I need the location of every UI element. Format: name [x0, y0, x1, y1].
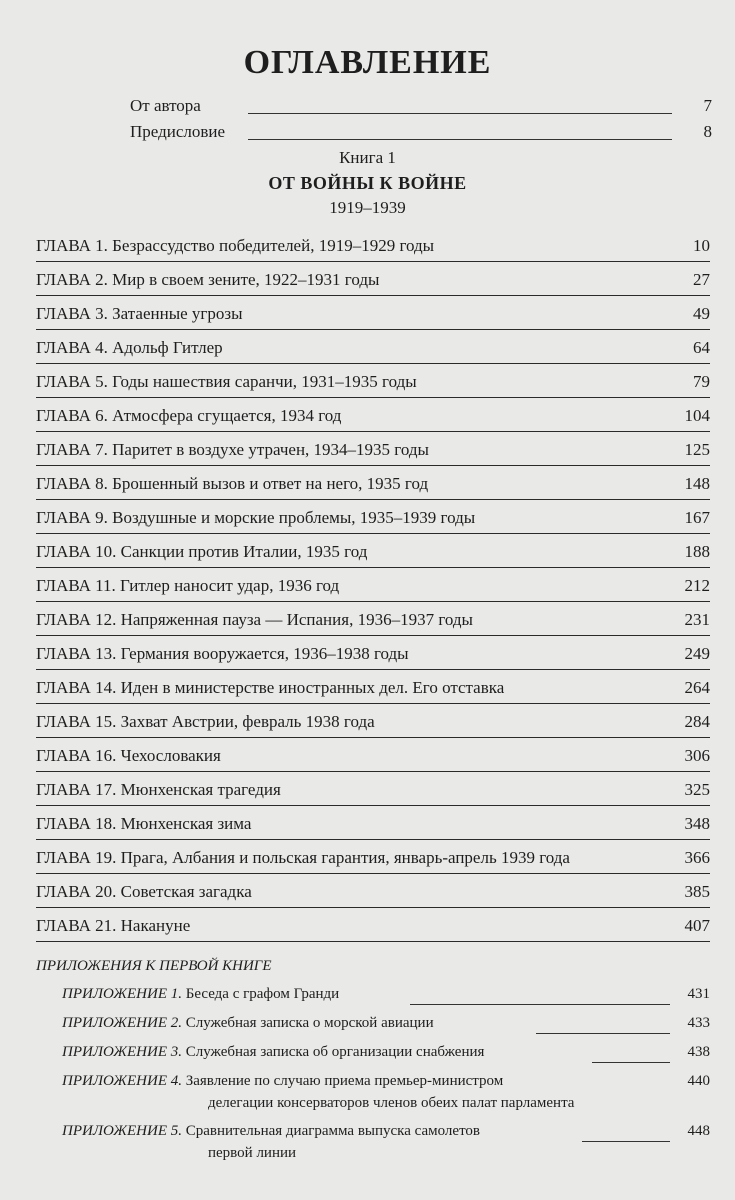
page-number: 438: [687, 1044, 710, 1060]
chapter-row[interactable]: [36, 772, 710, 806]
chapter-title: ГЛАВА 21. Накануне: [36, 916, 191, 935]
chapter-row[interactable]: [36, 296, 710, 330]
leader-line: [536, 1033, 670, 1034]
appendix-entry[interactable]: [62, 1123, 710, 1171]
chapter-title: ГЛАВА 13. Германия вооружается, 1936–1938 годы: [36, 644, 409, 663]
appendix-entry[interactable]: [62, 986, 710, 1010]
chapter-title: ГЛАВА 14. Иден в министерстве иностранных дел. Его отставка: [36, 678, 505, 697]
chapter-title: ГЛАВА 5. Годы нашествия саранчи, 1931–1935 годы: [36, 372, 417, 391]
chapter-row[interactable]: [36, 602, 710, 636]
chapter-row[interactable]: [36, 500, 710, 534]
page-number: 231: [684, 610, 710, 629]
book-title: ОТ ВОЙНЫ К ВОЙНЕ: [268, 173, 467, 193]
page-number: 49: [693, 304, 710, 323]
appendix-entry[interactable]: [62, 1073, 710, 1121]
page-number: 148: [684, 474, 710, 493]
chapter-row[interactable]: [36, 262, 710, 296]
leader-line: [410, 1004, 670, 1005]
appendix-title: Заявление по случаю приема премьер-министром: [185, 1073, 504, 1089]
chapter-row[interactable]: [36, 840, 710, 874]
chapter-row[interactable]: [36, 874, 710, 908]
chapter-row[interactable]: [36, 534, 710, 568]
page-number: 167: [684, 508, 710, 527]
leader-line: [248, 139, 672, 140]
page-number: 7: [703, 96, 712, 115]
chapter-title: ГЛАВА 1. Безрассудство победителей, 1919–1929 годы: [36, 236, 435, 255]
page-number: 10: [693, 236, 710, 255]
chapter-row[interactable]: [36, 398, 710, 432]
appendix-prefix: ПРИЛОЖЕНИЕ 2.: [62, 1015, 182, 1031]
chapter-title: ГЛАВА 12. Напряженная пауза — Испания, 1936–1937 годы: [36, 610, 473, 629]
page-number: 188: [684, 542, 710, 561]
front-entry-preface[interactable]: [130, 118, 712, 144]
chapter-row[interactable]: [36, 636, 710, 670]
page-number: 249: [684, 644, 710, 663]
page-title: ОГЛАВЛЕНИЕ: [243, 44, 492, 81]
page-number: 284: [684, 712, 710, 731]
page-number: 366: [684, 848, 710, 867]
chapter-title: ГЛАВА 15. Захват Австрии, февраль 1938 года: [36, 712, 375, 731]
appendices-heading: ПРИЛОЖЕНИЯ К ПЕРВОЙ КНИГЕ: [36, 958, 272, 974]
page-number: 448: [687, 1123, 710, 1139]
appendix-entry[interactable]: [62, 1015, 710, 1039]
chapter-title: ГЛАВА 6. Атмосфера сгущается, 1934 год: [36, 406, 342, 425]
appendix-prefix: ПРИЛОЖЕНИЕ 5.: [62, 1123, 182, 1139]
page-number: 385: [684, 882, 710, 901]
page-number: 79: [693, 372, 710, 391]
page-number: 431: [687, 986, 710, 1002]
appendix-prefix: ПРИЛОЖЕНИЕ 3.: [62, 1044, 182, 1060]
page-number: 8: [703, 122, 712, 141]
chapter-title: ГЛАВА 19. Прага, Албания и польская гарантия, январь-апрель 1939 года: [36, 848, 570, 867]
leader-line: [248, 113, 672, 114]
chapter-title: ГЛАВА 9. Воздушные и морские проблемы, 1935–1939 годы: [36, 508, 476, 527]
chapter-title: ГЛАВА 17. Мюнхенская трагедия: [36, 780, 281, 799]
page-number: 125: [684, 440, 710, 459]
chapter-row[interactable]: [36, 568, 710, 602]
appendix-entry[interactable]: [62, 1044, 710, 1068]
chapter-title: ГЛАВА 11. Гитлер наносит удар, 1936 год: [36, 576, 340, 595]
appendix-title: Сравнительная диаграмма выпуска самолетов: [185, 1123, 481, 1139]
book-number: Книга 1: [339, 148, 396, 167]
appendix-title-continued: делегации консерваторов членов обеих палат парламента: [208, 1095, 575, 1111]
chapter-title: ГЛАВА 3. Затаенные угрозы: [36, 304, 243, 323]
chapter-title: ГЛАВА 16. Чехословакия: [36, 746, 221, 765]
front-entry-label: От автора: [130, 96, 201, 115]
chapter-row[interactable]: [36, 738, 710, 772]
page-number: 348: [684, 814, 710, 833]
chapter-title: ГЛАВА 4. Адольф Гитлер: [36, 338, 223, 357]
appendix-title: Служебная записка о морской авиации: [185, 1015, 434, 1031]
chapter-row[interactable]: [36, 330, 710, 364]
chapter-row[interactable]: [36, 806, 710, 840]
chapter-row[interactable]: [36, 364, 710, 398]
leader-line: [592, 1062, 670, 1063]
page-number: 27: [693, 270, 710, 289]
page-number: 264: [684, 678, 710, 697]
page-number: 433: [687, 1015, 710, 1031]
book-years: 1919–1939: [329, 198, 406, 217]
chapter-title: ГЛАВА 7. Паритет в воздухе утрачен, 1934–1935 годы: [36, 440, 429, 459]
appendix-prefix: ПРИЛОЖЕНИЕ 1.: [62, 986, 182, 1002]
page-number: 212: [684, 576, 710, 595]
page-number: 64: [693, 338, 710, 357]
chapter-title: ГЛАВА 20. Советская загадка: [36, 882, 252, 901]
chapter-row[interactable]: [36, 466, 710, 500]
chapter-row[interactable]: [36, 432, 710, 466]
chapter-row[interactable]: [36, 704, 710, 738]
page-number: 306: [684, 746, 710, 765]
page-number: 104: [684, 406, 710, 425]
front-entry-author[interactable]: [130, 92, 712, 118]
chapter-title: ГЛАВА 10. Санкции против Италии, 1935 год: [36, 542, 368, 561]
chapter-row[interactable]: [36, 670, 710, 704]
leader-line: [582, 1141, 670, 1142]
page-number: 325: [684, 780, 710, 799]
appendix-prefix: ПРИЛОЖЕНИЕ 4.: [62, 1073, 182, 1089]
page-number: 440: [687, 1073, 710, 1089]
chapter-row[interactable]: [36, 228, 710, 262]
chapter-title: ГЛАВА 2. Мир в своем зените, 1922–1931 годы: [36, 270, 380, 289]
chapter-row[interactable]: [36, 908, 710, 942]
appendix-title-continued: первой линии: [208, 1145, 297, 1161]
chapter-title: ГЛАВА 18. Мюнхенская зима: [36, 814, 252, 833]
chapter-title: ГЛАВА 8. Брошенный вызов и ответ на него, 1935 год: [36, 474, 429, 493]
front-entry-label: Предисловие: [130, 122, 226, 141]
page-number: 407: [684, 916, 710, 935]
appendix-title: Беседа с графом Гранди: [185, 986, 340, 1002]
appendix-title: Служебная записка об организации снабжения: [185, 1044, 485, 1060]
